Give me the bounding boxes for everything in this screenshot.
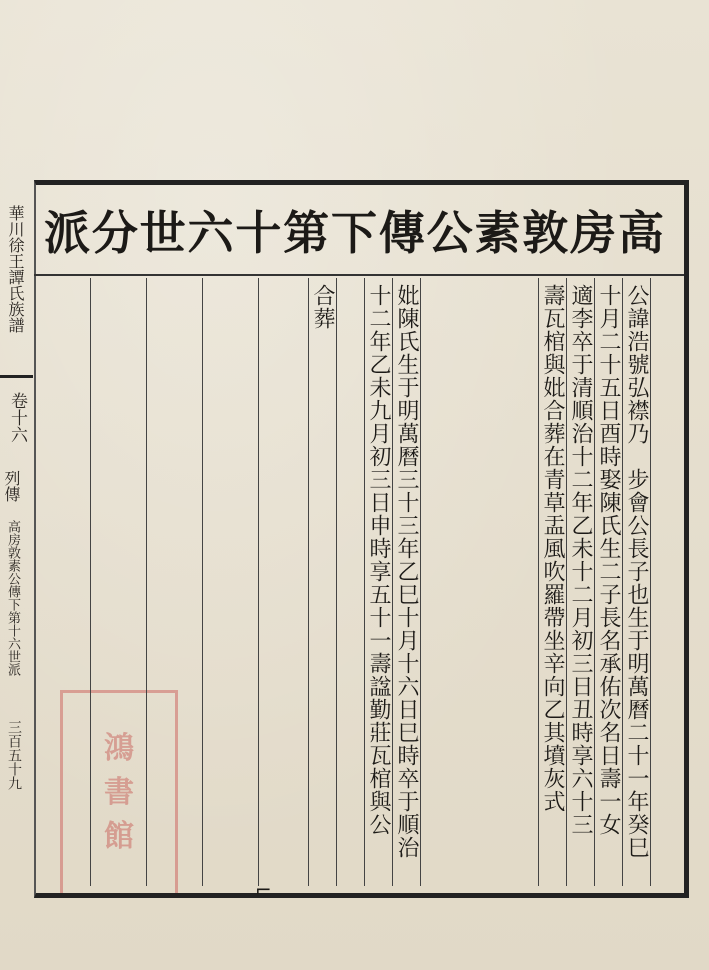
section-label: 列傳 bbox=[2, 470, 21, 502]
page-number: 三百五十九 bbox=[6, 720, 22, 790]
column-rule bbox=[202, 278, 203, 886]
title-char: 十 bbox=[235, 206, 282, 260]
title-char: 房 bbox=[570, 206, 617, 260]
title-char: 六 bbox=[187, 206, 234, 260]
title-char: 傳 bbox=[378, 206, 425, 260]
book-title: 華川徐王譚氏族譜 bbox=[6, 205, 25, 333]
page-title bbox=[44, 190, 664, 270]
text-column: 十月二十五日酉時娶陳氏生二子長名承佑次名日壽一女 bbox=[596, 284, 621, 836]
column-rule bbox=[308, 278, 309, 886]
title-char: 高 bbox=[617, 206, 664, 260]
gutter-divider bbox=[0, 375, 33, 378]
column-rule bbox=[146, 278, 147, 886]
seal-char: 書 bbox=[104, 775, 134, 810]
title-char: 第 bbox=[283, 206, 330, 260]
volume-label: 卷十六 bbox=[7, 392, 27, 443]
title-char: 世 bbox=[139, 206, 186, 260]
text-column: 公諱浩號弘襟乃 步會公長子也生于明萬曆二十一年癸巳 bbox=[624, 284, 649, 859]
title-char: 分 bbox=[91, 206, 138, 260]
text-column: 適李卒于清順治十二年乙未十二月初三日丑時享六十三 bbox=[568, 284, 593, 836]
text-column: 合葬 bbox=[310, 284, 335, 330]
title-char: 派 bbox=[44, 206, 90, 260]
title-char: 素 bbox=[474, 206, 521, 260]
column-rule bbox=[336, 278, 337, 886]
title-char: 敦 bbox=[522, 206, 569, 260]
text-column: 妣陳氏生于明萬曆三十三年乙巳十月十六日巳時卒于順治 bbox=[394, 284, 419, 859]
column-rule bbox=[90, 278, 91, 886]
title-char: 公 bbox=[426, 206, 473, 260]
column-rule bbox=[258, 278, 259, 886]
seal-char: 館 bbox=[104, 819, 134, 854]
text-column: 十二年乙未九月初三日申時享五十一壽諡勤莊瓦棺與公 bbox=[366, 284, 391, 836]
title-char: 下 bbox=[330, 206, 377, 260]
text-column: 壽瓦棺與妣合葬在青草盂風吹羅帶坐辛向乙其墳灰式 bbox=[540, 284, 565, 813]
column-rule bbox=[650, 278, 651, 886]
corner-mark: ⌐ bbox=[255, 878, 272, 902]
branch-label: 高房敦素公傳下第十六世派 bbox=[5, 520, 20, 676]
seal-char: 鴻 bbox=[104, 731, 134, 766]
column-rule bbox=[420, 278, 421, 886]
